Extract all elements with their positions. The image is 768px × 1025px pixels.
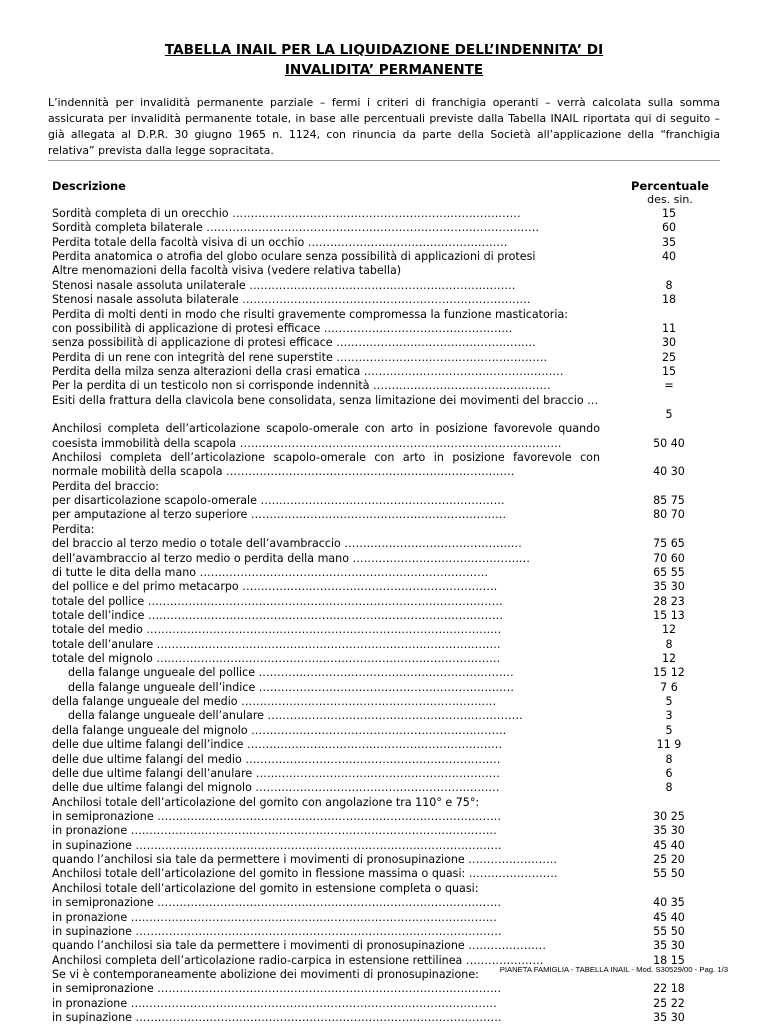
row-description: totale dell’indice …………………………………………………………………………………… (52, 608, 503, 622)
row-description: delle due ultime falangi del medio …………………………………………………………… (52, 752, 501, 766)
table-row (52, 279, 722, 293)
row-description: Stenosi nasale assoluta unilaterale ……………………………………………………………… (52, 278, 516, 292)
row-description: Anchilosi completa dell’articolazione scapolo-omerale con arto in posizione favorevole quando coesista immobilità della scapola …………………………………………………………………………… (52, 422, 600, 450)
row-description: di tutte le dita della mano …………………………………………………………………… (52, 565, 489, 579)
table-row (52, 394, 722, 423)
row-percentage: 45 40 (653, 838, 685, 852)
row-percentage: 30 (661, 336, 677, 350)
header-percent: Percentuale (631, 179, 709, 193)
table-row (52, 264, 722, 278)
table-row (52, 911, 722, 925)
row-description: Perdita anatomica o atrofia del globo oculare senza possibilità di applicazioni di protesi (52, 250, 536, 264)
row-percentage: 8 (665, 781, 673, 795)
document-title (0, 40, 768, 80)
row-description: quando l’anchilosi sia tale da permettere i movimenti di pronosupinazione ………………… (52, 939, 546, 953)
row-percentage: 35 30 (653, 824, 685, 838)
row-percentage: 80 70 (653, 508, 685, 522)
row-description: Altre menomazioni della facoltà visiva (vedere relativa tabella) (52, 264, 402, 278)
row-description: in semipronazione ………………………………………………………………………………… (52, 810, 502, 823)
row-description: delle due ultime falangi del mignolo ………………………………………………………… (52, 781, 500, 795)
row-description: Esiti della frattura della clavicola bene consolidata, senza limitazione dei movimenti del braccio … (52, 393, 599, 407)
row-description: in supinazione ……………………………………………………………………………………… (52, 1011, 502, 1025)
table-row (52, 738, 722, 752)
table-row (52, 293, 722, 307)
row-description: Perdita totale della facoltà visiva di un occhio ……………………………………………… (52, 235, 508, 249)
table-row (52, 480, 722, 494)
row-description: in pronazione ……………………………………………………………………………………… (52, 996, 497, 1010)
row-percentage: 8 (665, 637, 673, 651)
row-percentage: 7 6 (660, 680, 678, 694)
table-row (52, 451, 722, 480)
row-percentage: 11 9 (656, 738, 682, 752)
table-row (52, 796, 722, 810)
row-description: della falange ungueale del medio …………………………………………………………… (52, 695, 497, 709)
table-row (52, 767, 722, 781)
row-percentage: 35 30 (653, 1011, 685, 1025)
row-description: totale del medio …………………………………………………………………………………… (52, 623, 502, 637)
table-row (52, 925, 722, 939)
row-percentage: 25 (661, 350, 677, 364)
row-percentage: 18 15 (653, 953, 685, 967)
row-percentage: 28 23 (653, 594, 685, 608)
row-percentage: 15 13 (653, 608, 685, 622)
intro-paragraph: L’indennità per invalidità permanente parziale – fermi i criteri di franchigia operanti – verrà calcolata sulla somma assicurata per invalidità permanente totale, in base alle percentuali previste dalla Tabella INAIL riportata qui di seguito – già allegata al D.P.R. 30 giugno 1965 n. 1124, con rinuncia da parte della Società all’applicazione della “franchigia relativa” prevista dalla legge sopracitata. (48, 96, 720, 157)
table-row (52, 351, 722, 365)
row-percentage: 5 (665, 408, 673, 422)
table-row (52, 824, 722, 838)
row-description: senza possibilità di applicazione di protesi efficace ……………………………………………… (52, 336, 536, 350)
row-percentage: 11 (661, 321, 677, 335)
row-description: totale del pollice …………………………………………………………………………………… (52, 594, 503, 608)
table-row (52, 638, 722, 652)
row-description: della falange ungueale del mignolo …………………………………………………………… (52, 723, 507, 737)
table-row (52, 250, 722, 264)
table-row (52, 882, 722, 896)
row-percentage: 65 55 (653, 565, 685, 579)
row-percentage: 35 30 (653, 580, 685, 594)
row-description: del braccio al terzo medio o totale dell’avambraccio ………………………………………… (52, 537, 522, 551)
table-row (52, 810, 722, 824)
table-row (52, 709, 722, 723)
row-percentage: 75 65 (653, 537, 685, 551)
header-description: Descrizione (52, 180, 126, 193)
row-percentage: 12 (661, 652, 677, 666)
table-row (52, 997, 722, 1011)
title-line-2: INVALIDITA’ PERMANENTE (284, 62, 484, 78)
row-percentage: 15 (661, 364, 677, 378)
row-description: Perdita del braccio: (52, 479, 159, 493)
table-row (52, 595, 722, 609)
row-description: della falange ungueale dell’anulare …………………………………………………………… (68, 709, 523, 723)
table-row (52, 221, 722, 235)
row-description: in semipronazione ………………………………………………………………………………… (52, 982, 502, 996)
row-description: per amputazione al terzo superiore …………………………………………………………… (52, 508, 507, 522)
table-row (52, 839, 722, 853)
table-row (52, 537, 722, 551)
row-percentage: 5 (665, 723, 673, 737)
row-percentage: 3 (665, 709, 673, 723)
page-footer: PIANETA FAMIGLIA - TABELLA INAIL - Mod. S30529/00 - Pag. 1/3 (499, 965, 728, 974)
row-description: Anchilosi totale dell’articolazione del gomito in flessione massima o quasi: …………………… (52, 867, 558, 881)
row-description: Perdita di molti denti in modo che risulti gravemente compromessa la funzione masticatoria: (52, 307, 568, 321)
row-description: Perdita di un rene con integrità del rene superstite ………………………………………………… (52, 350, 548, 364)
table-row (52, 322, 722, 336)
row-description: Perdita: (52, 522, 95, 536)
row-description: Anchilosi completa dell’articolazione scapolo-omerale con arto in posizione favorevole con normale mobilità della scapola …………………………………………………………………… (52, 451, 600, 479)
row-description: in supinazione ……………………………………………………………………………………… (52, 838, 502, 852)
row-description: della falange ungueale del pollice …………………………………………………………… (68, 666, 514, 680)
table-row (52, 308, 722, 322)
table-row (52, 781, 722, 795)
table-row (52, 939, 722, 953)
row-percentage: 8 (665, 278, 673, 292)
row-description: quando l’anchilosi sia tale da permettere i movimenti di pronosupinazione …………………… (52, 853, 558, 867)
row-description: Anchilosi totale dell’articolazione del gomito con angolazione tra 110° e 75°: (52, 795, 480, 809)
row-percentage: 40 (661, 250, 677, 264)
table-row (52, 867, 722, 881)
row-description: in supinazione ……………………………………………………………………………………… (52, 924, 502, 938)
table-row (52, 666, 722, 680)
row-description: Perdita della milza senza alterazioni della crasi ematica ……………………………………………… (52, 364, 564, 378)
row-percentage: 40 30 (653, 465, 685, 479)
table-row (52, 494, 722, 508)
table-row (52, 609, 722, 623)
row-percentage: 8 (665, 752, 673, 766)
row-percentage: 40 35 (653, 896, 685, 910)
table-row (52, 523, 722, 537)
row-description: Sordità completa bilaterale ……………………………………………………………………………… (52, 221, 540, 235)
header-sides: des. sin. (647, 193, 693, 206)
row-percentage: 15 (661, 207, 677, 220)
row-description: Anchilosi completa dell’articolazione radio-carpica in estensione rettilinea ………………… (52, 953, 544, 967)
row-percentage: 60 (661, 221, 677, 235)
title-line-1: TABELLA INAIL PER LA LIQUIDAZIONE DELL’INDENNITA’ DI (164, 42, 604, 58)
row-percentage: 6 (665, 766, 673, 780)
table-row (52, 422, 722, 451)
row-percentage: 25 22 (653, 996, 685, 1010)
row-percentage: 5 (665, 695, 673, 709)
row-description: della falange ungueale dell’indice …………………………………………………………… (68, 680, 514, 694)
row-percentage: 15 12 (653, 666, 685, 680)
table-row (52, 236, 722, 250)
table-row (52, 695, 722, 709)
table-row (52, 982, 722, 996)
row-description: delle due ultime falangi dell’anulare ………………………………………………………… (52, 766, 500, 780)
row-percentage: 35 (661, 235, 677, 249)
row-percentage: 12 (661, 623, 677, 637)
table-row (52, 753, 722, 767)
row-percentage: 35 30 (653, 939, 685, 953)
table-row (52, 379, 722, 393)
row-percentage: 50 40 (653, 436, 685, 450)
row-percentage: = (664, 379, 674, 393)
row-description: Anchilosi totale dell’articolazione del gomito in estensione completa o quasi: (52, 881, 479, 895)
row-description: in semipronazione ………………………………………………………………………………… (52, 896, 502, 910)
row-description: con possibilità di applicazione di protesi efficace …………………………………………… (52, 321, 513, 335)
row-percentage: 18 (661, 293, 677, 307)
table-row (52, 552, 722, 566)
table-row (52, 724, 722, 738)
table-row (52, 1011, 722, 1025)
table-row (52, 336, 722, 350)
table-row (52, 580, 722, 594)
table-row (52, 365, 722, 379)
row-percentage: 55 50 (653, 867, 685, 881)
divider (48, 160, 720, 161)
table-row (52, 207, 722, 221)
table-row (52, 566, 722, 580)
table-row (52, 853, 722, 867)
row-percentage: 85 75 (653, 494, 685, 508)
row-percentage: 25 20 (653, 853, 685, 867)
row-description: totale dell’anulare ………………………………………………………………………………… (52, 637, 501, 651)
row-percentage: 45 40 (653, 910, 685, 924)
row-description: Se vi è contemporaneamente abolizione dei movimenti di pronosupinazione: (52, 967, 479, 981)
table-row (52, 896, 722, 910)
table-row (52, 508, 722, 522)
row-description: totale del mignolo ………………………………………………………………………………… (52, 652, 501, 666)
row-description: in pronazione ……………………………………………………………………………………… (52, 824, 497, 838)
table-row (52, 681, 722, 695)
row-description: del pollice e del primo metacarpo …………………………………………………………… (52, 580, 498, 594)
row-description: in pronazione ……………………………………………………………………………………… (52, 910, 497, 924)
table-row (52, 623, 722, 637)
row-description: Stenosi nasale assoluta bilaterale …………………………………………………………………… (52, 293, 531, 307)
row-percentage: 70 60 (653, 551, 685, 565)
table-row (52, 652, 722, 666)
row-description: Per la perdita di un testicolo non si corrisponde indennità ………………………………………… (52, 379, 551, 393)
row-description: per disarticolazione scapolo-omerale ………………………………………………………… (52, 494, 505, 508)
row-description: Sordità completa di un orecchio …………………………………………………………………… (52, 207, 521, 220)
row-percentage: 22 18 (653, 982, 685, 996)
table-body (52, 207, 722, 1025)
row-description: delle due ultime falangi dell’indice …………………………………………………………… (52, 738, 503, 752)
row-description: dell’avambraccio al terzo medio o perdita della mano ………………………………………… (52, 551, 531, 565)
row-percentage: 55 50 (653, 924, 685, 938)
row-percentage: 30 25 (653, 810, 685, 823)
